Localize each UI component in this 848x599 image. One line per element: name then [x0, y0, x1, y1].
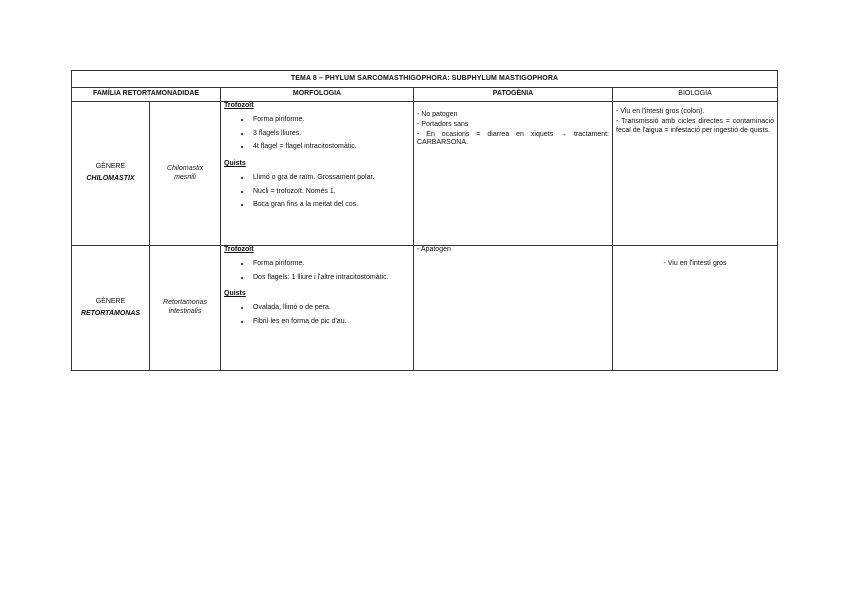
list-item: • 4t flagel = flagel intracitostomàtic. [251, 143, 410, 152]
quists-heading: Quists [224, 160, 246, 167]
list-item: • Forma piriforme. [251, 116, 410, 125]
trofozoit-heading: Trofozoït [224, 246, 254, 253]
list-item: • Dos flagels: 1 lliure i l'altre intracitostomàtic. [251, 274, 410, 283]
species-genus: Chilomastix [166, 164, 204, 172]
list-item: • Boca gran fins a la meitat del cos. [251, 201, 410, 210]
pathogeny-line: - Portadors sans [417, 120, 469, 128]
list-item: • Forma piriforme. [251, 260, 410, 269]
list-item: • Llimó o gra de raïm. Grossament polar. [251, 174, 410, 183]
pathogeny-line: - En ocasions = diarrea en xiquets → tractament: CARBARSONA. [417, 130, 609, 147]
genus-prefix: GÈNERE [95, 297, 126, 305]
species-cell [150, 246, 221, 371]
header-biology: BIOLOGIA [613, 88, 778, 102]
biology-cell [613, 246, 778, 371]
genus-name: RETORTAMONAS [80, 309, 141, 317]
list-item: • Nucli = trofozoït. Només 1. [251, 188, 410, 197]
quists-heading: Quists [224, 290, 246, 298]
genus-cell [72, 246, 150, 371]
list-item: • Ovalada, llimó o de pera. [251, 304, 410, 313]
header-morphology: MORFOLOGIA [221, 88, 414, 102]
trofozoit-list [224, 116, 410, 152]
pathogeny-cell [414, 102, 613, 246]
table-row [72, 246, 778, 371]
species-genus: Retortamonas [163, 299, 207, 307]
table-title: TEMA 8 – PHYLUM SARCOMASTHIGOPHORA: SUBPHYLUM MASTIGOPHORA [72, 71, 778, 88]
header-row [72, 88, 778, 102]
species-epithet: mesnili [174, 173, 196, 181]
species-cell [150, 102, 221, 246]
biology-cell [613, 102, 778, 246]
genus-prefix: GÈNERE [95, 163, 126, 171]
morphology-cell [221, 246, 414, 371]
species-epithet: intestinalis [168, 308, 202, 315]
morphology-cell [221, 102, 414, 246]
biology-line: - Transmissió amb cicles directes = contaminació fecal de l'aigua = infestació per ingestió de quists. [616, 117, 775, 134]
genus-name: CHILOMASTIX [86, 175, 135, 182]
table-row [72, 102, 778, 246]
pathogeny-line: - No patogen [417, 111, 458, 118]
quists-list [224, 174, 410, 210]
quists-list [224, 304, 410, 327]
biology-line: - Viu en l'intestí gros (colon). [616, 108, 705, 115]
genus-cell [72, 102, 150, 246]
biology-line: - Viu en l'intestí gros [663, 260, 727, 267]
list-item: • Fibril·les en forma de pic d'au. [251, 318, 410, 327]
pathogeny-line: - Apatogen [417, 246, 451, 253]
pathogeny-cell [414, 246, 613, 371]
trofozoit-heading: Trofozoït [224, 102, 254, 109]
list-item: • 3 flagels lliures. [251, 130, 410, 139]
classification-table [71, 70, 778, 371]
title-row [72, 71, 778, 88]
header-family: FAMÍLIA RETORTAMONADIDAE [72, 88, 221, 102]
trofozoit-list [224, 260, 410, 283]
header-pathogeny: PATOGÈNIA [414, 88, 613, 102]
